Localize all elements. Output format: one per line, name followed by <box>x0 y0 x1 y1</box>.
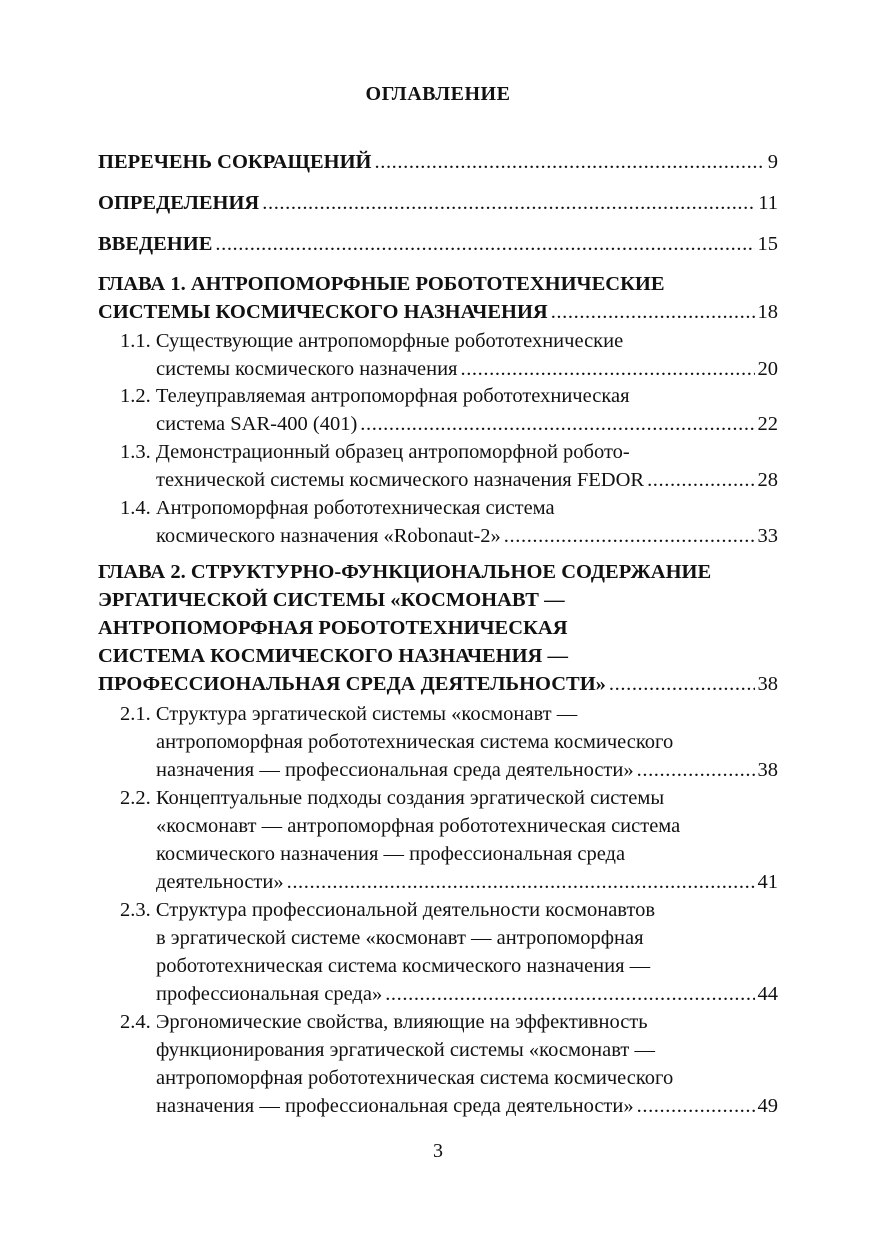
toc-entry-section-1-3[interactable] <box>98 438 778 494</box>
toc-entry-label: СИСТЕМЫ КОСМИЧЕСКОГО НАЗНАЧЕНИЯ <box>98 301 548 323</box>
toc-page-number: 11 <box>758 192 778 214</box>
toc-entry-line: 2.2. Концептуальные подходы создания эргатической системы <box>120 787 665 809</box>
toc-entry-line: 2.4. Эргономические свойства, влияющие на эффективность <box>120 1011 648 1033</box>
toc-page-number: 22 <box>757 413 778 435</box>
toc-entry-label: назначения — профессиональная среда деятельности» <box>156 1095 634 1117</box>
toc-entry-label: система SAR-400 (401) <box>156 413 358 435</box>
toc-entry-line: 2.1. Структура эргатической системы «космонавт — <box>120 703 578 725</box>
leader-dots <box>551 298 755 326</box>
toc-entry-line: ГЛАВА 1. АНТРОПОМОРФНЫЕ РОБОТОТЕХНИЧЕСКИЕ <box>98 273 665 295</box>
toc-page-number: 38 <box>757 759 778 781</box>
toc-entry-line: 1.1. Существующие антропоморфные робототехнические <box>120 330 624 352</box>
toc-entry-line: «космонавт — антропоморфная робототехническая система <box>156 815 681 837</box>
toc-entry-label: технической системы космического назначения FEDOR <box>156 469 645 491</box>
toc-entry-label: космического назначения «Robonaut-2» <box>156 525 501 547</box>
toc-entry-label: ОПРЕДЕЛЕНИЯ <box>98 192 260 214</box>
toc-page-number: 41 <box>757 871 778 893</box>
toc-entry-label: ВВЕДЕНИЕ <box>98 233 213 255</box>
toc-entry-label: ПРОФЕССИОНАЛЬНАЯ СРЕДА ДЕЯТЕЛЬНОСТИ» <box>98 673 606 695</box>
toc-page-number: 18 <box>757 301 778 323</box>
toc-entry-line: в эргатической системе «космонавт — антропоморфная <box>156 927 644 949</box>
toc-entry-label: профессиональная среда» <box>156 983 383 1005</box>
leader-dots <box>504 522 755 550</box>
toc-page-number: 33 <box>757 525 778 547</box>
toc-entry-section-1-2[interactable] <box>98 382 778 438</box>
leader-dots <box>460 355 754 383</box>
toc-entry-section-2-2[interactable] <box>98 784 778 896</box>
toc-page-number: 38 <box>757 673 778 695</box>
toc-entry-section-2-3[interactable] <box>98 896 778 1008</box>
leader-dots <box>647 466 754 494</box>
toc-title: ОГЛАВЛЕНИЕ <box>365 83 511 105</box>
page-number: 3 <box>433 1140 443 1162</box>
toc-entry-label: назначения — профессиональная среда деятельности» <box>156 759 634 781</box>
leader-dots <box>360 410 754 438</box>
leader-dots <box>637 756 755 784</box>
toc-entry-section-1-1[interactable] <box>98 327 778 383</box>
leader-dots <box>215 230 754 258</box>
leader-dots <box>637 1092 755 1120</box>
toc-entry-label: системы космического назначения <box>156 358 458 380</box>
toc-entry-definitions[interactable] <box>98 189 778 217</box>
toc-entry-line: ЭРГАТИЧЕСКОЙ СИСТЕМЫ «КОСМОНАВТ — <box>98 589 565 611</box>
toc-entry-abbreviations[interactable] <box>98 148 778 176</box>
toc-entry-line: 2.3. Структура профессиональной деятельности космонавтов <box>120 899 656 921</box>
toc-page-number: 15 <box>757 233 778 255</box>
toc-entry-label: деятельности» <box>156 871 284 893</box>
toc-page-number: 49 <box>757 1095 778 1117</box>
toc-entry-line: 1.3. Демонстрационный образец антропоморфной робото- <box>120 441 630 463</box>
toc-entry-line: СИСТЕМА КОСМИЧЕСКОГО НАЗНАЧЕНИЯ — <box>98 645 568 667</box>
toc-entry-line: АНТРОПОМОРФНАЯ РОБОТОТЕХНИЧЕСКАЯ <box>98 617 568 639</box>
leader-dots <box>385 980 754 1008</box>
toc-entry-chapter-2[interactable] <box>98 558 778 698</box>
toc-entry-line: 1.2. Телеуправляемая антропоморфная робототехническая <box>120 385 630 407</box>
toc-entry-line: ГЛАВА 2. СТРУКТУРНО-ФУНКЦИОНАЛЬНОЕ СОДЕРЖАНИЕ <box>98 561 712 583</box>
toc-entry-line: антропоморфная робототехническая система космического <box>156 1067 674 1089</box>
toc-entry-chapter-1[interactable] <box>98 270 778 326</box>
toc-entry-line: антропоморфная робототехническая система космического <box>156 731 674 753</box>
toc-entry-section-2-4[interactable] <box>98 1008 778 1120</box>
toc-entry-section-2-1[interactable] <box>98 700 778 784</box>
toc-page-number: 28 <box>757 469 778 491</box>
toc-page-number: 9 <box>767 151 778 173</box>
leader-dots <box>287 868 755 896</box>
toc-entry-section-1-4[interactable] <box>98 494 778 550</box>
toc-entry-line: функционирования эргатической системы «космонавт — <box>156 1039 655 1061</box>
toc-page-number: 20 <box>757 358 778 380</box>
toc-entry-label: ПЕРЕЧЕНЬ СОКРАЩЕНИЙ <box>98 151 372 173</box>
toc-entry-line: космического назначения — профессиональная среда <box>156 843 626 865</box>
leader-dots <box>262 189 755 217</box>
toc-page-number: 44 <box>757 983 778 1005</box>
toc-entry-line: 1.4. Антропоморфная робототехническая система <box>120 497 555 519</box>
toc-entry-line: робототехническая система космического назначения — <box>156 955 651 977</box>
toc-entry-introduction[interactable] <box>98 230 778 258</box>
leader-dots <box>375 148 765 176</box>
leader-dots <box>609 670 755 698</box>
